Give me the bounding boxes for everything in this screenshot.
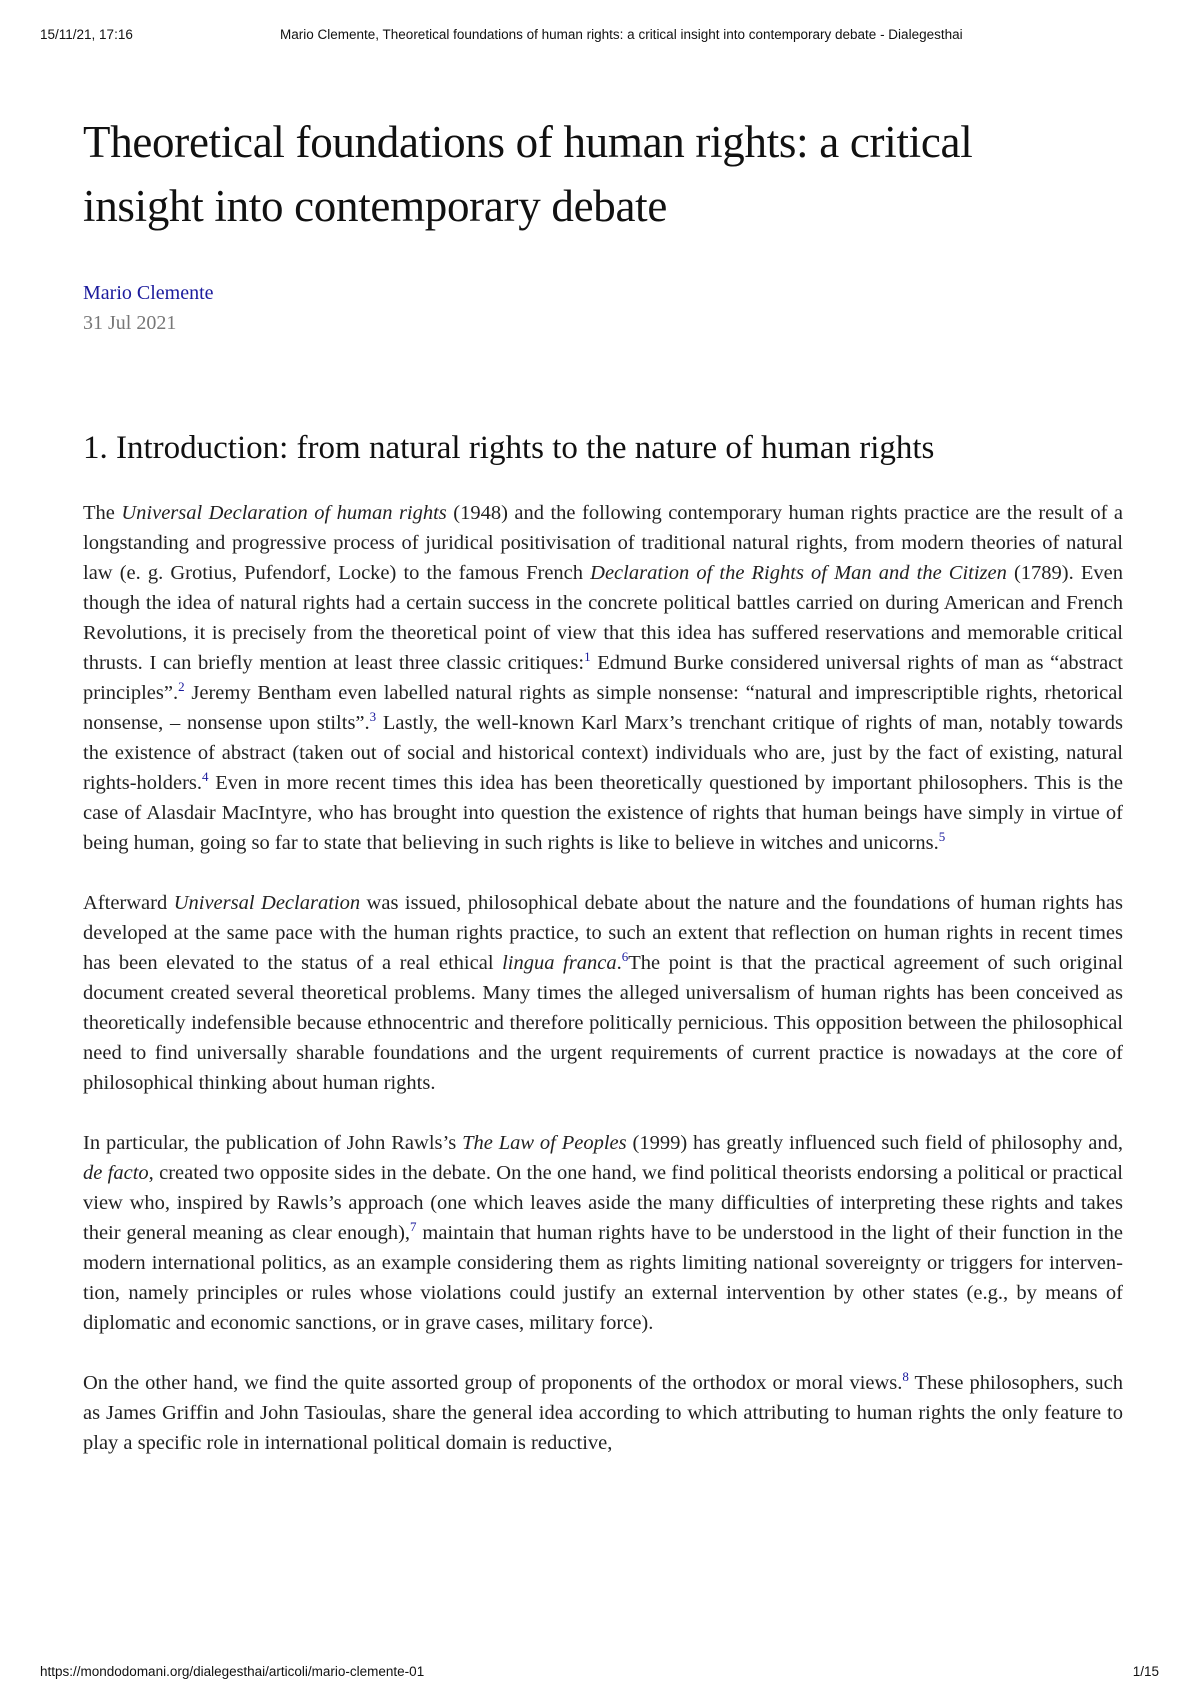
article-body <box>83 498 1123 1458</box>
paragraph-4: On the other hand, we find the quite assorted group of proponents of the orthodox or moral views.$^8$ These philosophers, such as James Griffin and John Tasioulas, share the general idea according to which attributing to human rights the only feature to play a specific role in international political domain is reductive, <box>83 1369 1123 1454</box>
footnote-link-6[interactable]: 6 <box>621 949 629 965</box>
print-footer <box>0 1664 1200 1684</box>
footnote-link-2[interactable]: 2 <box>178 679 185 695</box>
print-datetime: 15/11/21, 17:16 <box>40 27 133 42</box>
author-link[interactable]: Mario Clemente <box>83 282 214 304</box>
print-url: https://mondodomani.org/dialegesthai/articoli/mario-clemente-01 <box>40 1664 425 1679</box>
section-heading: 1. Introduction: from natural rights to the nature of human rights <box>83 430 935 466</box>
paragraph-2: Afterward Universal Declaration was issued, philosophical debate about the nature and the foundations of human rights has developed at the same pace with the human rights practice, to such an extent that reflection on human rights in recent times has been elevated to the status of a real ethical lingua franca.$^6$The point is that the practical agreement of such original document created several theoretical problems. Many times the alleged universalism of human rights has been conceived as theoretically indefensible because ethnocentric and therefore politically pernicious. This opposition between the philosophical need to find universally sharable foundations and the urgent requirements of current practice is nowadays at the core of philosophical thinking about human rights. <box>83 892 1124 1094</box>
footnote-link-5[interactable]: 5 <box>938 829 946 845</box>
paragraph-1: The Universal Declaration of human rights (1948) and the following contemporary human rights practice are the result of a longstanding and progressive process of juridical positivisation of traditional natural rights, from modern theories of natural law (e. g. Grotius, Pufendorf, Locke) to the famous French Declaration of the Rights of Man and the Citizen (1789). Even though the idea of natural rights had a certain success in the concrete political battles carried on during American and French Revolutions, it is precisely from the theoretical point of view that this idea has suffered reservations and memorable critical thrusts. I can briefly mention at least three classic critiques:$^1$ Edmund Burke considered universal rights of man as “abstract principles”.$^2$ Jeremy Bentham even labelled natural rights as simple nonsense: “natural and imprescriptible rights, rhetorical nonsense, – nonsense upon stilts”.$^3$ Lastly, the well-known Karl Marx’s trenchant critique of rights of man, notably towards the existence of abstract (taken out of social and historical context) individuals who are, just by the fact of existing, natural rights-holders.$^4$ Even in more recent times this idea has been theoretically questioned by important philosophers. This is the case of Alasdair MacIntyre, who has brought into question the existence of rights that human beings have simply in virtue of being human, going so far to state that believing in such rights is like to believe in witches and unicorns.$^5$ <box>83 502 1124 854</box>
print-header <box>0 27 1200 47</box>
footnote-link-1[interactable]: 1 <box>584 649 591 665</box>
article-title: Theoretical foundations of human rights: a critical insight into contemporary debate <box>83 117 973 231</box>
print-page-number: 1/15 <box>1132 1664 1159 1679</box>
footnote-link-4[interactable]: 4 <box>202 769 209 785</box>
footnote-link-7[interactable]: 7 <box>410 1219 417 1235</box>
publication-date: 31 Jul 2021 <box>83 312 177 334</box>
article <box>83 110 1123 1488</box>
footnote-link-8[interactable]: 8 <box>902 1369 909 1385</box>
byline <box>83 278 1123 338</box>
footnote-link-3[interactable]: 3 <box>369 709 377 725</box>
paragraph-3: In particular, the publication of John Rawls’s The Law of Peoples (1999) has greatly influenced such field of philosophy and, de facto, created two opposite sides in the debate. On the one hand, we find political theorists endorsing a political or practical view who, inspired by Rawls’s approach (one which leaves aside the many difficulties of interpreting these rights and takes their general meaning as clear enough),$^7$ maintain that human rights have to be understood in the light of their function in the modern international politics, as an example considering them as rights limiting national sovereignty or triggers for intervention, namely principles or rules whose violations could justify an external intervention by other states (e.g., by means of diplomatic and economic sanctions, or in grave cases, military force). <box>83 1132 1123 1334</box>
print-page-title: Mario Clemente, Theoretical foundations of human rights: a critical insight into contemporary debate - Dialegesthai <box>280 27 963 42</box>
